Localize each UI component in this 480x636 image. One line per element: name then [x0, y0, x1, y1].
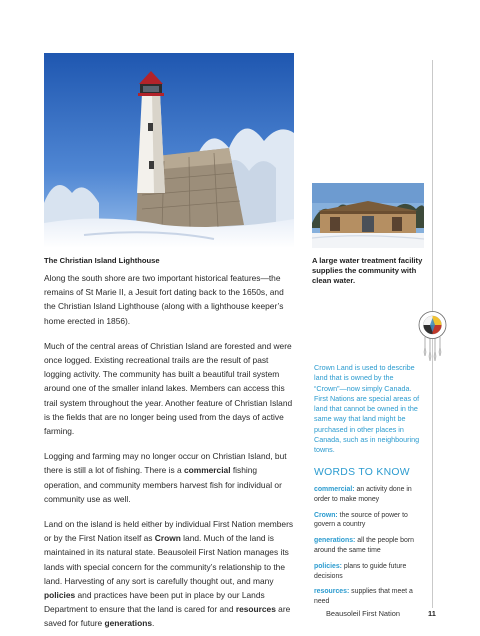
glossary-term: policies: [314, 562, 342, 570]
term-crown: Crown [154, 533, 181, 544]
glossary-term: generations: [314, 537, 356, 545]
glossary-item [314, 485, 426, 505]
glossary-item [314, 587, 426, 607]
glossary-definition: supplies that meet a need [314, 588, 413, 606]
paragraph-historical-features: Along the south shore are two important historical features—the remains of St Marie II, a Jesuit fort dating back to the 1650s, and the Christian Island Lighthouse (along with a lighthouse keeper’s home erected in 1856). [44, 273, 284, 326]
water-treatment-caption: A large water treatment facility supplies the community with clean water. [312, 256, 423, 285]
paragraph-forests-trails: Much of the central areas of Christian Island are forested and were once logged. Existing recreational trails are the result of past logging activity. The community has built a beautiful trail system around one of the smaller inland lakes. Members can access this trail system throughout the year. Another feature of Christian Island is the fields that are no longer being used from the days of active farming. [44, 340, 293, 437]
footer-publisher: Beausoleil First Nation [326, 609, 400, 618]
glossary-definition: an activity done in order to make money [314, 486, 412, 503]
glossary-term: Crown: [314, 511, 338, 519]
medicine-wheel-feather-icon [417, 310, 448, 362]
water-treatment-photo [312, 183, 424, 248]
lighthouse-photo [44, 53, 294, 248]
paragraph-fishing: Logging and farming may no longer occur on Christian Island, but there is still a lot of fishing. There is a commercial fishing operation, and community members harvest fish for individual or community use as well. [44, 451, 287, 504]
glossary-list [314, 485, 426, 613]
term-resources: resources [235, 604, 276, 615]
paragraph-land-management: Land on the island is held either by individual First Nation members or by the First Nation itself as Crown land. Much of the land is maintained in its natural state. Beausoleil First Nation manages its lands with special concern for the community’s relationship to the land. Harvesting of any sort is carefully thought out, and many policies and practices have been put in place by our Lands Department to ensure that the land is cared for and resources are saved for future generations. [44, 519, 294, 629]
term-generations: generations [104, 618, 153, 629]
glossary-item [314, 511, 426, 531]
glossary-definition: plans to guide future decisions [314, 562, 407, 580]
glossary-term: resources: [314, 588, 350, 596]
lighthouse-caption: The Christian Island Lighthouse [44, 256, 160, 265]
page-number: 11 [428, 609, 436, 618]
term-policies: policies [44, 590, 76, 601]
main-body-text [44, 271, 296, 636]
glossary-item [314, 562, 426, 582]
term-commercial: commercial [183, 465, 231, 476]
crown-land-note: Crown Land is used to describe land that is owned by the “Crown”—now simply Canada. First Nations are special areas of land that cannot be owned in the same way that land might be purchased in other places in Canada, such as in neighbouring towns. [314, 363, 420, 455]
glossary-definition: all the people born around the same time [314, 537, 414, 554]
glossary-definition: the source of power to govern a country [314, 511, 408, 529]
glossary-item [314, 536, 426, 556]
words-to-know-heading: WORDS TO KNOW [314, 467, 410, 478]
glossary-term: commercial: [314, 486, 355, 493]
